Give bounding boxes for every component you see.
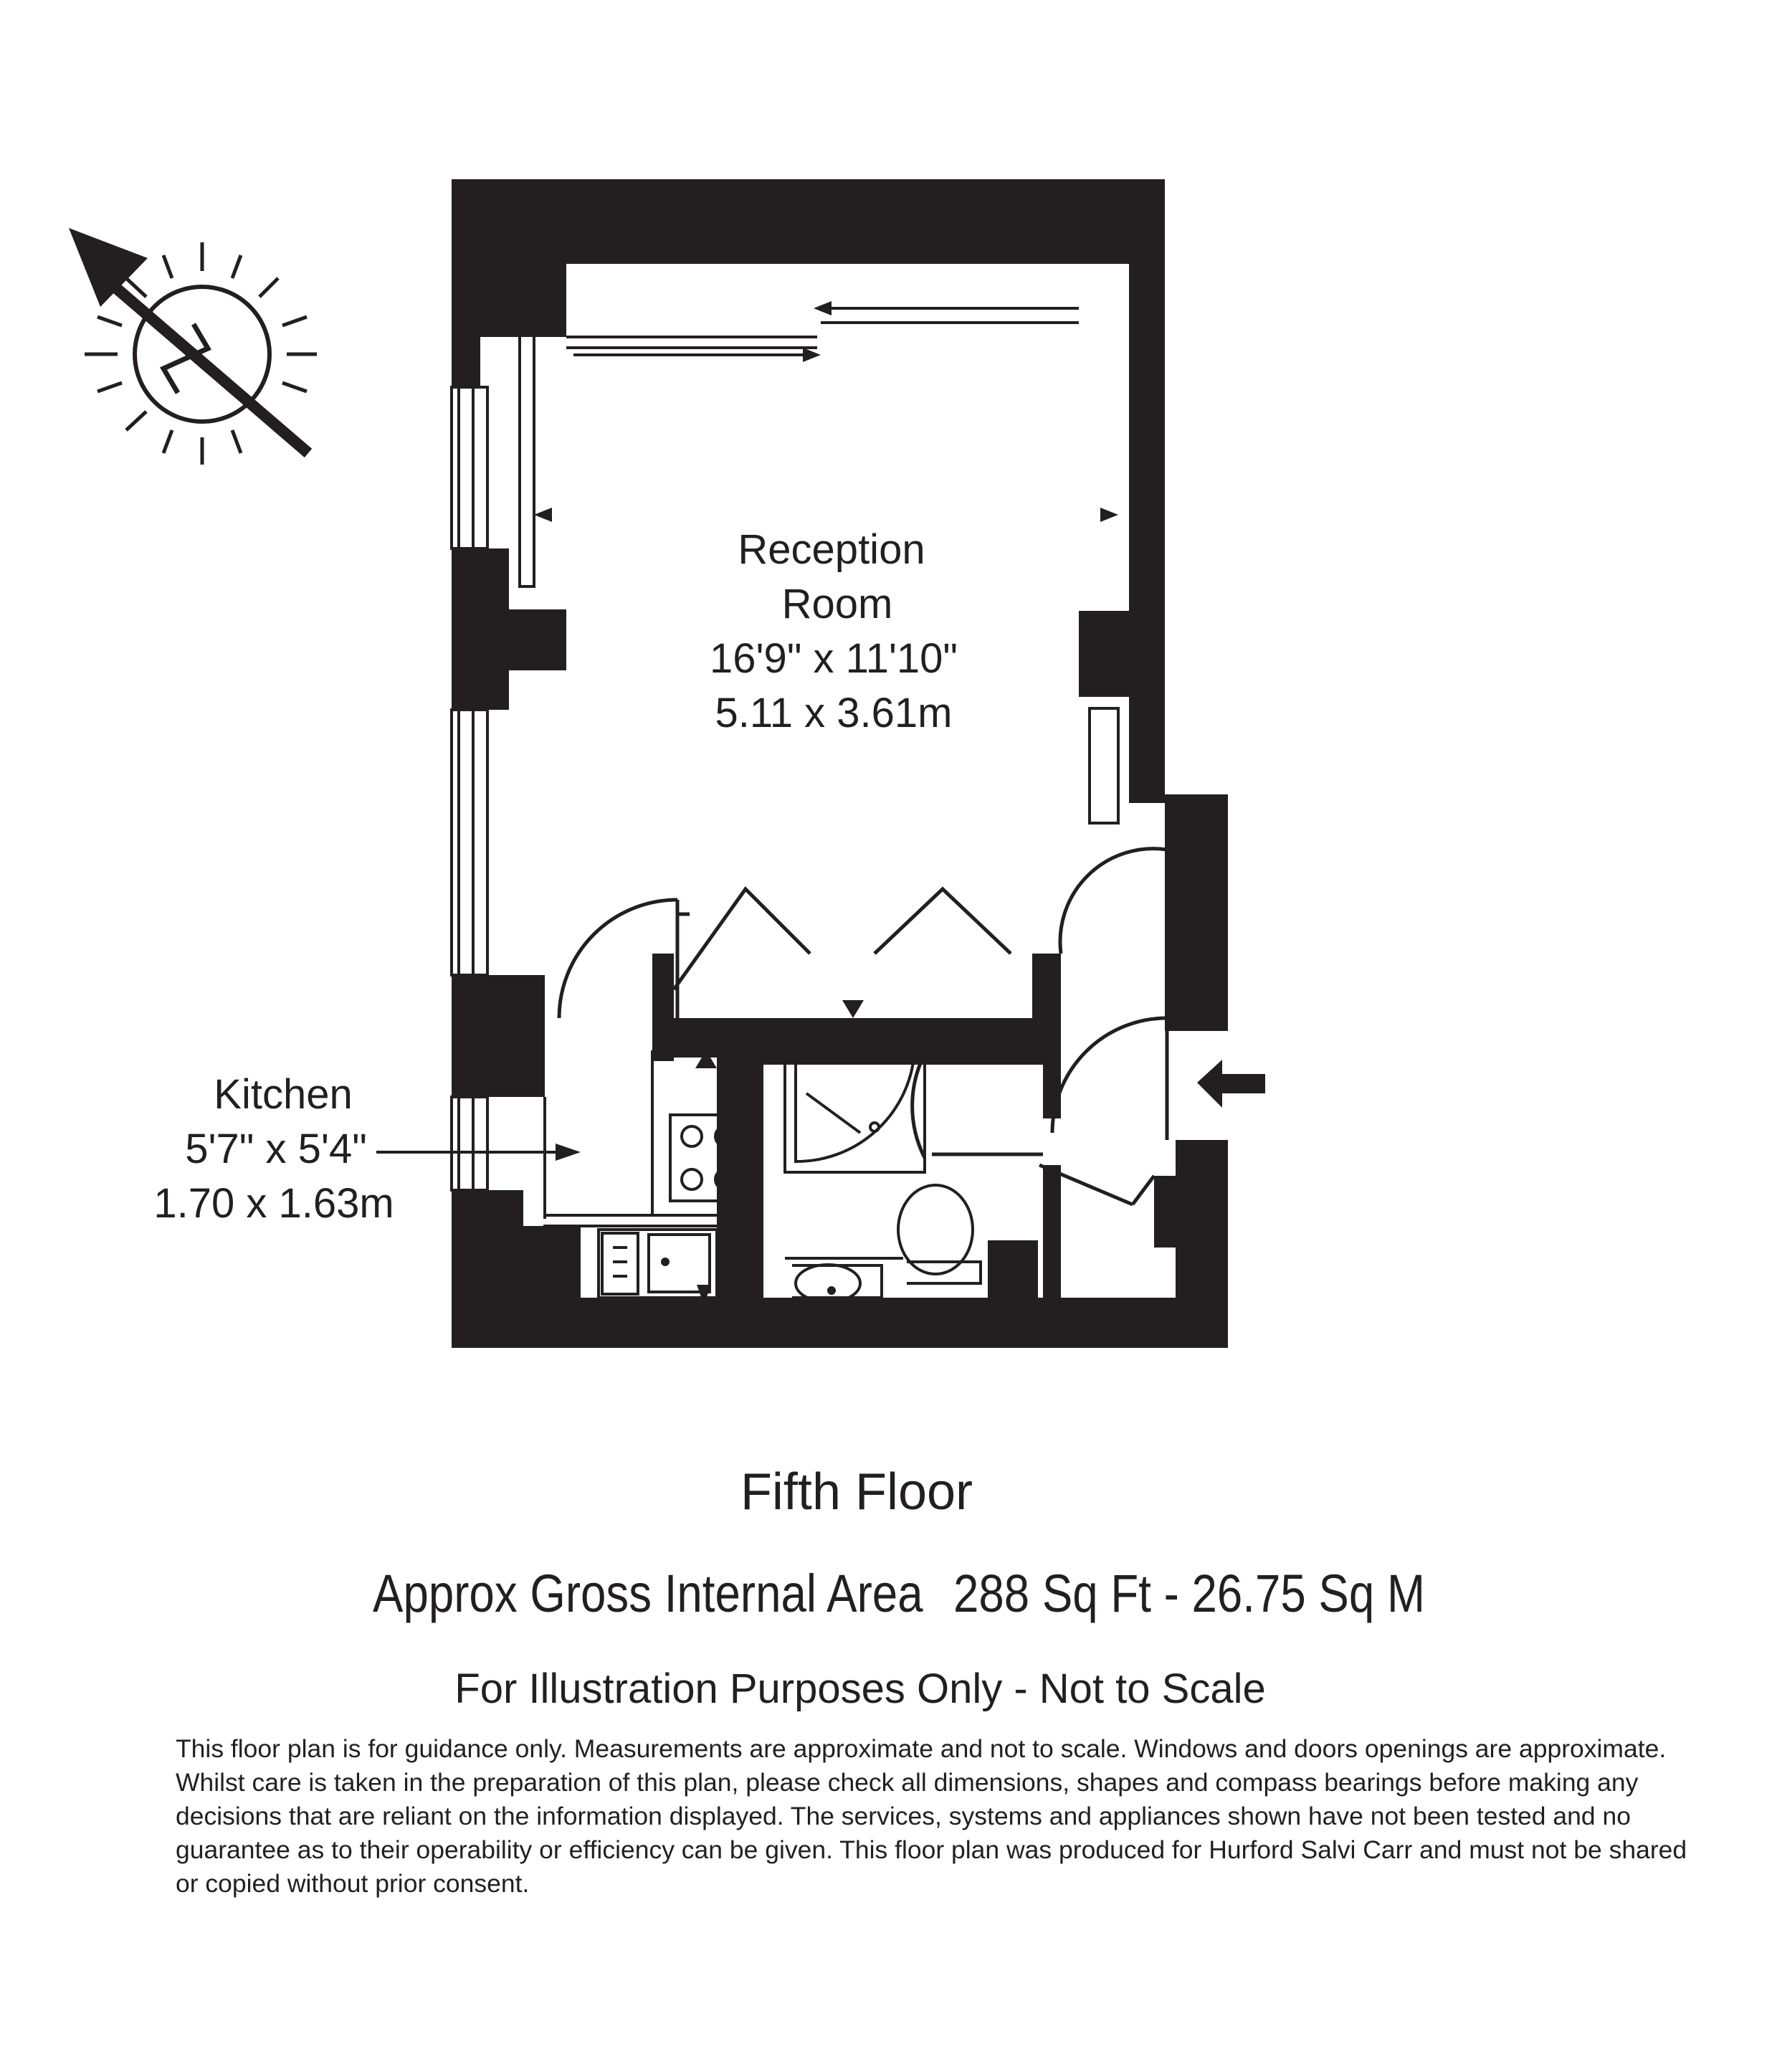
- reception-room-imperial: 16'9" x 11'10": [709, 635, 958, 682]
- floor-title: Fifth Floor: [740, 1463, 973, 1521]
- kitchen-name: Kitchen: [214, 1071, 353, 1118]
- area-value: 288 Sq Ft - 26.75 Sq M: [953, 1564, 1425, 1623]
- direction-arrows: [495, 222, 1118, 1305]
- kitchen-metric: 1.70 x 1.63m: [153, 1180, 394, 1227]
- kitchen-pointer-arrow: [376, 1144, 581, 1161]
- reception-room-metric: 5.11 x 3.61m: [715, 690, 953, 736]
- entrance-arrow-icon: [1197, 1060, 1265, 1108]
- reception-room-name-2: Room: [781, 581, 893, 627]
- disclaimer: This floor plan is for guidance only. Measurements are approximate and not to scale. Windows and doors openings are approximate. Whilst care is taken in the preparation of this plan, please check all dimensions, shapes and compass bearings before making any decisions that are reliant on the information displayed. The services, systems and appliances shown have not been tested and no guarantee as to their operability or efficiency can be given. This floor plan was produced for Hurford Salvi Carr and must not be shared or copied without prior consent.: [176, 1734, 1687, 1898]
- bathroom-fittings: [785, 1047, 981, 1302]
- north-compass-icon: [69, 228, 317, 465]
- area-label: Approx Gross Internal Area: [373, 1564, 923, 1623]
- kitchen-imperial: 5'7" x 5'4": [185, 1126, 367, 1172]
- illustration-note: For Illustration Purposes Only - Not to Scale: [454, 1665, 1266, 1712]
- reception-room-name-1: Reception: [738, 526, 925, 573]
